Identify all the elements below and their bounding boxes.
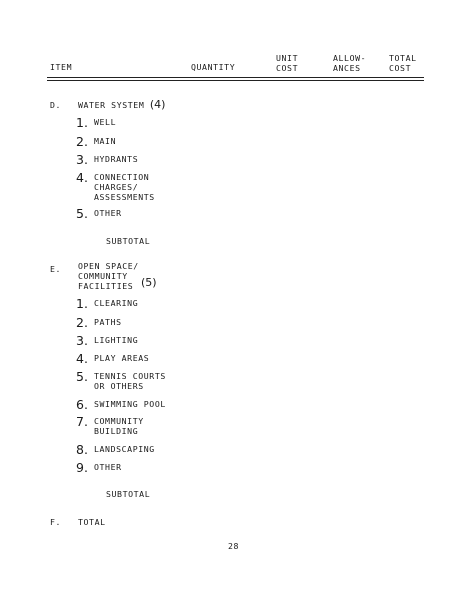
column-header-allowances: ALLOW- ANCES [333,53,367,73]
item-number: 7. [76,414,88,429]
item-number: 2. [76,134,88,149]
section-f-letter: F. [50,517,62,527]
list-item [76,317,122,330]
list-item [76,208,122,221]
section-e-title: OPEN SPACE/ COMMUNITY FACILITIES [78,261,139,291]
section-f-title: TOTAL [78,517,106,527]
list-item [76,154,138,167]
section-e-letter: E. [50,264,62,274]
header-rule-bottom [47,80,424,81]
page-number: 28 [228,541,240,551]
item-label: LIGHTING [94,335,139,345]
item-number: 9. [76,460,88,475]
list-item [76,371,166,391]
item-label: CONNECTION CHARGES/ ASSESSMENTS [94,172,155,202]
section-e-heading [78,261,139,291]
item-label: PATHS [94,317,122,327]
item-number: 1. [76,296,88,311]
item-number: 4. [76,351,88,366]
item-label: HYDRANTS [94,154,139,164]
item-number: 2. [76,315,88,330]
list-item [76,462,122,475]
list-item [76,335,138,348]
column-header-quantity: QUANTITY [191,62,236,72]
section-d-heading [78,100,165,110]
list-item [76,353,149,366]
list-item [76,136,116,149]
section-e-note: (5) [141,276,157,289]
section-d-subtotal: SUBTOTAL [106,236,151,246]
item-number: 8. [76,442,88,457]
item-label: LANDSCAPING [94,444,155,454]
list-item [76,172,155,202]
section-d-title: WATER SYSTEM [78,100,145,110]
column-header-item: ITEM [50,62,73,72]
list-item [76,117,116,130]
item-label: PLAY AREAS [94,353,150,363]
list-item [76,399,166,412]
item-number: 3. [76,152,88,167]
item-label: TENNIS COURTS OR OTHERS [94,371,166,391]
item-number: 1. [76,115,88,130]
item-label: OTHER [94,208,122,218]
item-number: 5. [76,206,88,221]
item-label: MAIN [94,136,117,146]
item-number: 4. [76,170,88,185]
header-rule-top [47,77,424,78]
column-header-unit-cost: UNIT COST [276,53,299,73]
column-header-total-cost: TOTAL COST [389,53,417,73]
item-number: 5. [76,369,88,384]
section-d-letter: D. [50,100,62,110]
item-label: CLEARING [94,298,139,308]
section-d-note: (4) [149,98,166,111]
list-item [76,416,144,436]
item-number: 3. [76,333,88,348]
item-label: WELL [94,117,117,127]
section-e-subtotal: SUBTOTAL [106,489,151,499]
item-label: OTHER [94,462,122,472]
item-label: SWIMMING POOL [94,399,166,409]
item-label: COMMUNITY BUILDING [94,416,144,436]
list-item [76,298,138,311]
list-item [76,444,155,457]
item-number: 6. [76,397,88,412]
